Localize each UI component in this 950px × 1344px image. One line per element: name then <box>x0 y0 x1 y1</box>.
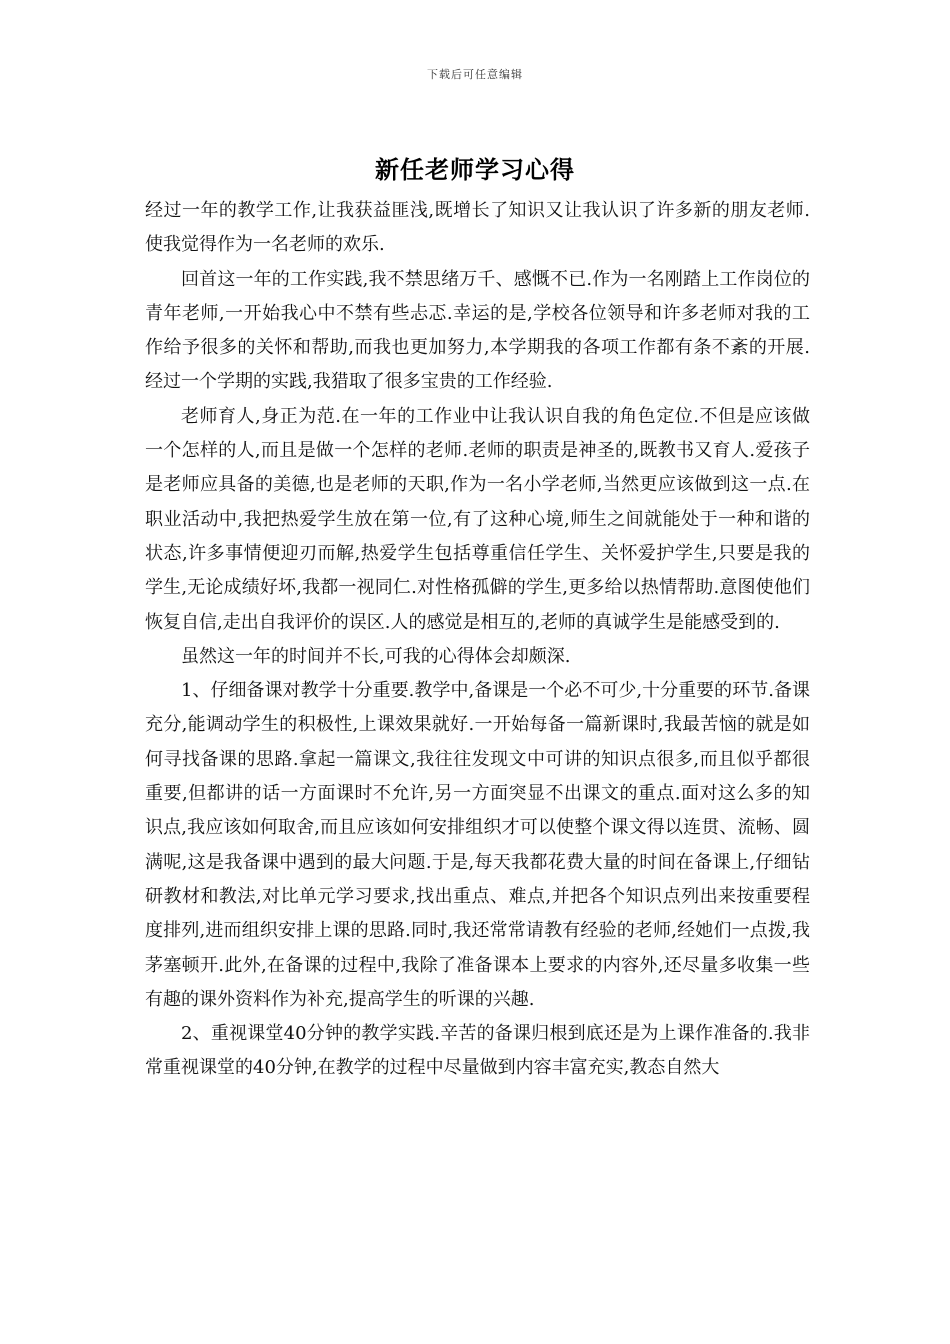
header-note: 下载后可任意编辑 <box>427 68 523 81</box>
page-title: 新任老师学习心得 <box>375 156 575 184</box>
paragraph-point-1: 1、仔细备课对教学十分重要.教学中,备课是一个必不可少,十分重要的环节.备课充分,能调动学生的积极性,上课效果就好.一开始每备一篇新课时,我最苦恼的就是如何寻找备课的思路.拿起一篇课文,我往往发现文中可讲的知识点很多,而且似乎都很重要,但都讲的话一方面课时不允许,另一方面突显不出课文的重点.面对这么多的知识点,我应该如何取舍,而且应该如何安排组织才可以使整个课文得以连贯、流畅、圆满呢,这是我备课中遇到的最大问题.于是,每天我都花费大量的时间在备课上,仔细钻研教材和教法,对比单元学习要求,找出重点、难点,并把各个知识点列出来按重要程度排列,进而组织安排上课的思路.同时,我还常常请教有经验的老师,经她们一点拨,我茅塞顿开.此外,在备课的过程中,我除了准备课本上要求的内容外,还尽量多收集一些有趣的课外资料作为补充,提高学生的听课的兴趣. <box>145 680 810 1010</box>
paragraph-intro: 经过一年的教学工作,让我获益匪浅,既增长了知识又让我认识了许多新的朋友老师.使我觉得作为一名老师的欢乐. <box>145 200 810 256</box>
paragraph-point-2: 2、重视课堂40分钟的教学实践.辛苦的备课归根到底还是为上课作准备的.我非常重视课堂的40分钟,在教学的过程中尽量做到内容丰富充实,教态自然大 <box>145 1023 810 1079</box>
document-body <box>145 194 810 1086</box>
paragraph-summary: 虽然这一年的时间并不长,可我的心得体会却颇深. <box>181 645 571 667</box>
paragraph-role: 老师育人,身正为范.在一年的工作业中让我认识自我的角色定位.不但是应该做一个怎样的人,而且是做一个怎样的老师.老师的职责是神圣的,既教书又育人.爱孩子是老师应具备的美德,也是老师的天职,作为一名小学老师,当然更应该做到这一点.在职业活动中,我把热爱学生放在第一位,有了这种心境,师生之间就能处于一种和谐的状态,许多事情便迎刃而解,热爱学生包括尊重信任学生、关怀爱护学生,只要是我的学生,无论成绩好坏,我都一视同仁.对性格孤僻的学生,更多给以热情帮助.意图使他们恢复自信,走出自我评价的误区.人的感觉是相互的,老师的真诚学生是能感受到的. <box>145 405 810 633</box>
paragraph-review: 回首这一年的工作实践,我不禁思绪万千、感慨不已.作为一名刚踏上工作岗位的青年老师,一开始我心中不禁有些忐忑.幸运的是,学校各位领导和许多老师对我的工作给予很多的关怀和帮助,而我也更加努力,本学期我的各项工作都有条不紊的开展.经过一个学期的实践,我猎取了很多宝贵的工作经验. <box>145 268 810 393</box>
